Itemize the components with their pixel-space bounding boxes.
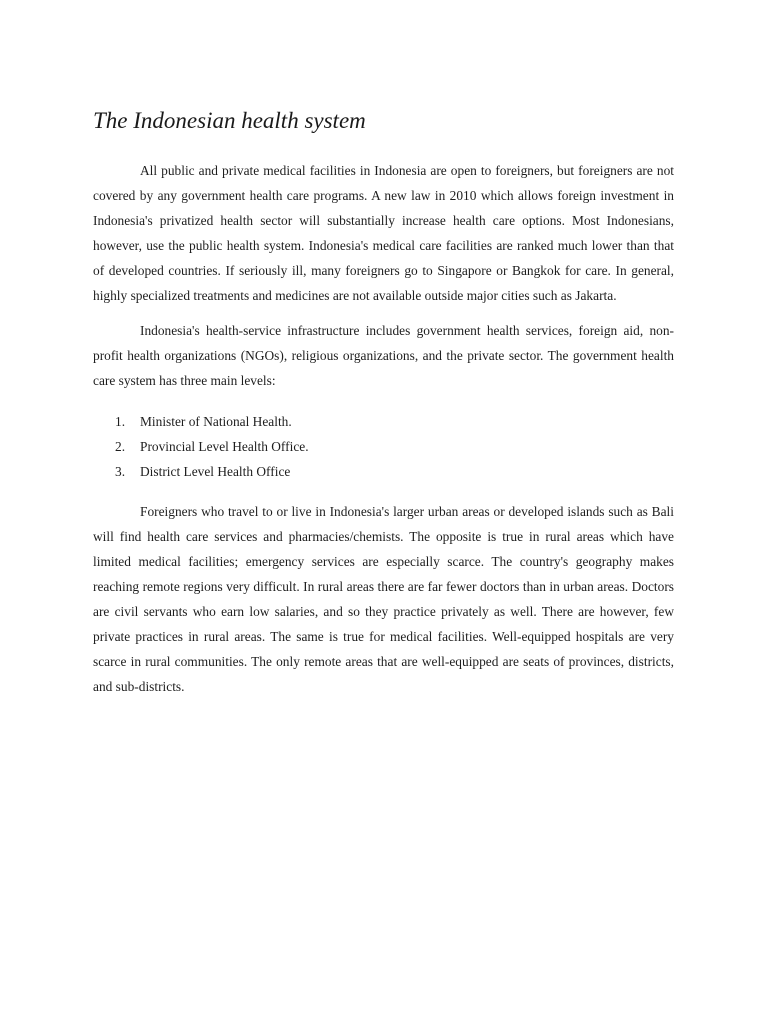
list-item-level-1: [93, 409, 674, 434]
list-item-text: Minister of National Health.: [140, 414, 292, 429]
paragraph-urban-rural: Foreigners who travel to or live in Indonesia's larger urban areas or developed islands such as Bali will find health care services and pharmacies/chemists. The opposite is true in rural areas which have limited medical facilities; emergency services are especially scarce. The country's geography makes reaching remote regions very difficult. In rural areas there are far fewer doctors than in urban areas. Doctors are civil servants who earn low salaries, and so they practice privately as well. There are however, few private practices in rural areas. The same is true for medical facilities. Well-equipped hospitals are very scarce in rural communities. The only remote areas that are well-equipped are seats of provinces, districts, and sub-districts.: [93, 504, 674, 694]
paragraph-infrastructure: Indonesia's health-service infrastructure includes government health services, foreign aid, non-profit health organizations (NGOs), religious organizations, and the private sector. The government health care system has three main levels:: [93, 323, 674, 388]
list-item-level-2: [93, 434, 674, 459]
list-number: 3.: [115, 464, 126, 479]
list-number: 1.: [115, 414, 126, 429]
health-levels-list: [93, 409, 674, 484]
document-title: The Indonesian health system: [93, 108, 366, 133]
list-number: 2.: [115, 439, 126, 454]
paragraph-foreigner-access: All public and private medical facilities in Indonesia are open to foreigners, but foreigners are not covered by any government health care programs. A new law in 2010 which allows foreign investment in Indonesia's privatized health sector will substantially increase health care options. Most Indonesians, however, use the public health system. Indonesia's medical care facilities are ranked much lower than that of developed countries. If seriously ill, many foreigners go to Singapore or Bangkok for care. In general, highly specialized treatments and medicines are not available outside major cities such as Jakarta.: [93, 163, 674, 303]
list-item-text: District Level Health Office: [140, 464, 291, 479]
list-item-text: Provincial Level Health Office.: [140, 439, 309, 454]
list-item-level-3: [93, 459, 674, 484]
